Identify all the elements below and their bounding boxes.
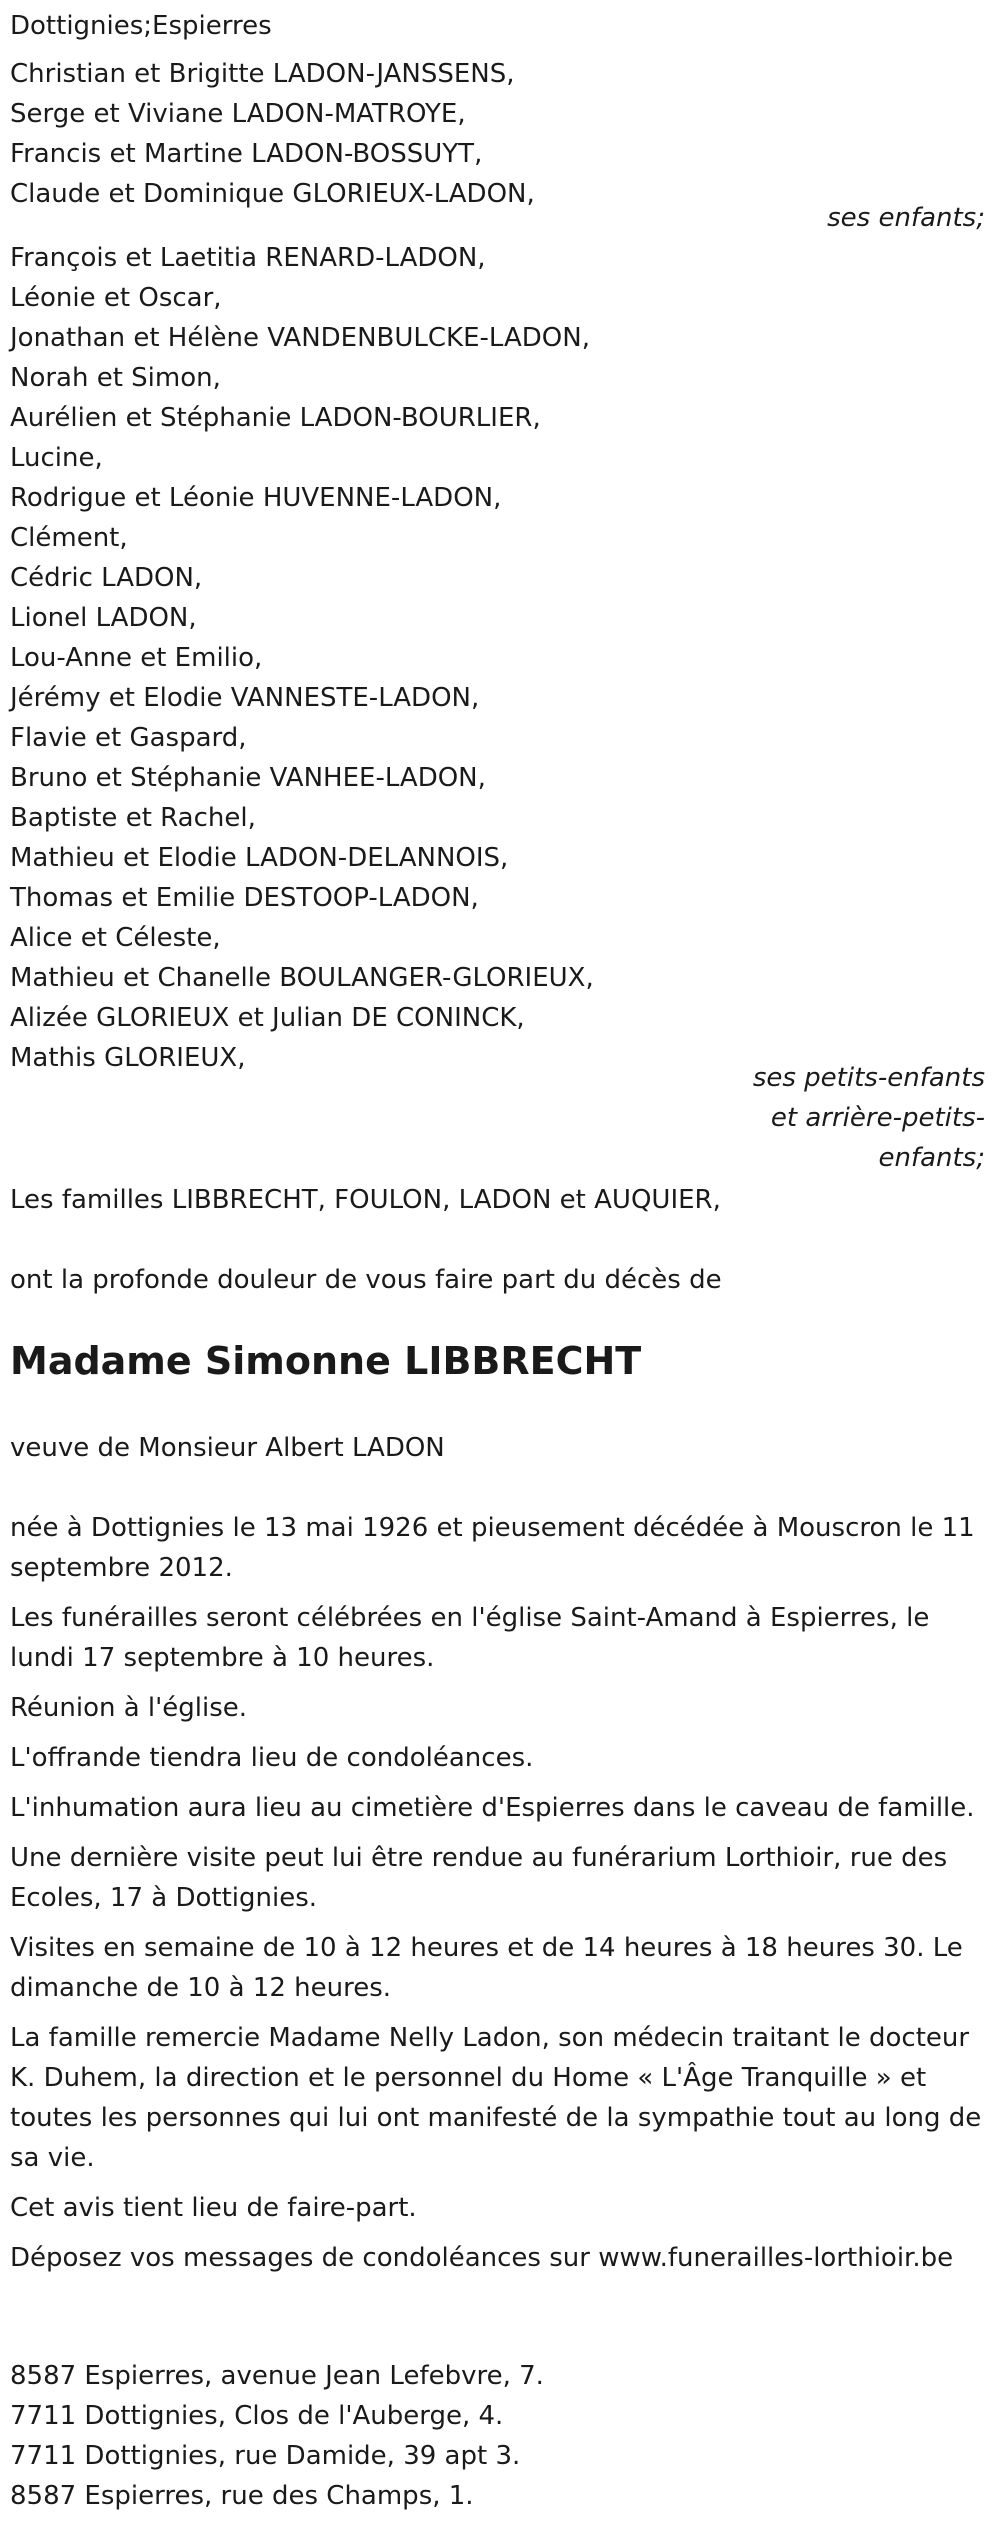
list-item: Lionel LADON, xyxy=(10,603,197,633)
list-item: Thomas et Emilie DESTOOP-LADON, xyxy=(10,883,479,913)
list-item: Baptiste et Rachel, xyxy=(10,803,256,833)
list-item: Bruno et Stéphanie VANHEE-LADON, xyxy=(10,763,486,793)
list-item: Norah et Simon, xyxy=(10,363,221,393)
paragraph-condolences: Déposez vos messages de condoléances sur www.funerailles-lorthioir.be xyxy=(10,2243,954,2273)
list-item: Christian et Brigitte LADON-JANSSENS, xyxy=(10,59,515,89)
paragraph-meeting: Réunion à l'église. xyxy=(10,1693,248,1723)
children-list xyxy=(10,54,535,214)
paragraph-offering: L'offrande tiendra lieu de condoléances. xyxy=(10,1743,534,1773)
role-line: ses petits-enfants xyxy=(752,1063,985,1093)
list-item: Lou-Anne et Emilio, xyxy=(10,643,263,673)
list-item: Alice et Céleste, xyxy=(10,923,221,953)
families-line: Les familles LIBBRECHT, FOULON, LADON et AUQUIER, xyxy=(10,1185,721,1215)
widow-line: veuve de Monsieur Albert LADON xyxy=(10,1433,445,1463)
address-item: 8587 Espierres, avenue Jean Lefebvre, 7. xyxy=(10,2361,544,2391)
paragraph-visiting-hours: Visites en semaine de 10 à 12 heures et de 14 heures à 18 heures 30. Le dimanche de 10 à 12 heures. xyxy=(10,1933,963,2003)
list-item: Mathieu et Chanelle BOULANGER-GLORIEUX, xyxy=(10,963,594,993)
list-item: Francis et Martine LADON-BOSSUYT, xyxy=(10,139,483,169)
address-list xyxy=(10,2356,544,2516)
deceased-name: Madame Simonne LIBBRECHT xyxy=(10,1339,642,1383)
children-role: ses enfants; xyxy=(827,203,985,233)
paragraph-funeral: Les funérailles seront célébrées en l'église Saint-Amand à Espierres, le lundi 17 septembre à 10 heures. xyxy=(10,1603,930,1673)
list-item: Léonie et Oscar, xyxy=(10,283,222,313)
list-item: Lucine, xyxy=(10,443,103,473)
list-item: Jérémy et Elodie VANNESTE-LADON, xyxy=(10,683,480,713)
list-item: Rodrigue et Léonie HUVENNE-LADON, xyxy=(10,483,502,513)
list-item: Serge et Viviane LADON-MATROYE, xyxy=(10,99,466,129)
list-item: François et Laetitia RENARD-LADON, xyxy=(10,243,486,273)
role-line: et arrière-petits- xyxy=(770,1103,985,1133)
role-line: enfants; xyxy=(878,1143,985,1173)
address-item: 7711 Dottignies, rue Damide, 39 apt 3. xyxy=(10,2441,521,2471)
grandchildren-role xyxy=(0,1058,995,1178)
list-item: Cédric LADON, xyxy=(10,563,203,593)
paragraph-notice: Cet avis tient lieu de faire-part. xyxy=(10,2193,417,2223)
list-item: Alizée GLORIEUX et Julian DE CONINCK, xyxy=(10,1003,525,1033)
paragraph-last-visit: Une dernière visite peut lui être rendue au funérarium Lorthioir, rue des Ecoles, 17 à Dottignies. xyxy=(10,1843,948,1913)
list-item: Jonathan et Hélène VANDENBULCKE-LADON, xyxy=(10,323,590,353)
list-item: Mathieu et Elodie LADON-DELANNOIS, xyxy=(10,843,509,873)
address-item: 7711 Dottignies, Clos de l'Auberge, 4. xyxy=(10,2401,504,2431)
list-item: Claude et Dominique GLORIEUX-LADON, xyxy=(10,179,535,209)
announcement-line: ont la profonde douleur de vous faire part du décès de xyxy=(10,1265,722,1295)
paragraph-birth-death: née à Dottignies le 13 mai 1926 et pieusement décédée à Mouscron le 11 septembre 2012. xyxy=(10,1513,975,1583)
paragraph-burial: L'inhumation aura lieu au cimetière d'Espierres dans le caveau de famille. xyxy=(10,1793,975,1823)
grandchildren-list xyxy=(10,238,594,1078)
list-item: Aurélien et Stéphanie LADON-BOURLIER, xyxy=(10,403,541,433)
address-item: 8587 Espierres, rue des Champs, 1. xyxy=(10,2481,474,2511)
paragraph-thanks: La famille remercie Madame Nelly Ladon, son médecin traitant le docteur K. Duhem, la direction et le personnel du Home « L'Âge Tranquille » et toutes les personnes qui lui ont manifesté de la sympathie tout au long de sa vie. xyxy=(10,2023,982,2173)
location-header: Dottignies;Espierres xyxy=(10,11,272,41)
list-item: Flavie et Gaspard, xyxy=(10,723,247,753)
details-section xyxy=(10,1508,985,2278)
list-item: Mathis GLORIEUX, xyxy=(10,1043,246,1073)
list-item: Clément, xyxy=(10,523,128,553)
